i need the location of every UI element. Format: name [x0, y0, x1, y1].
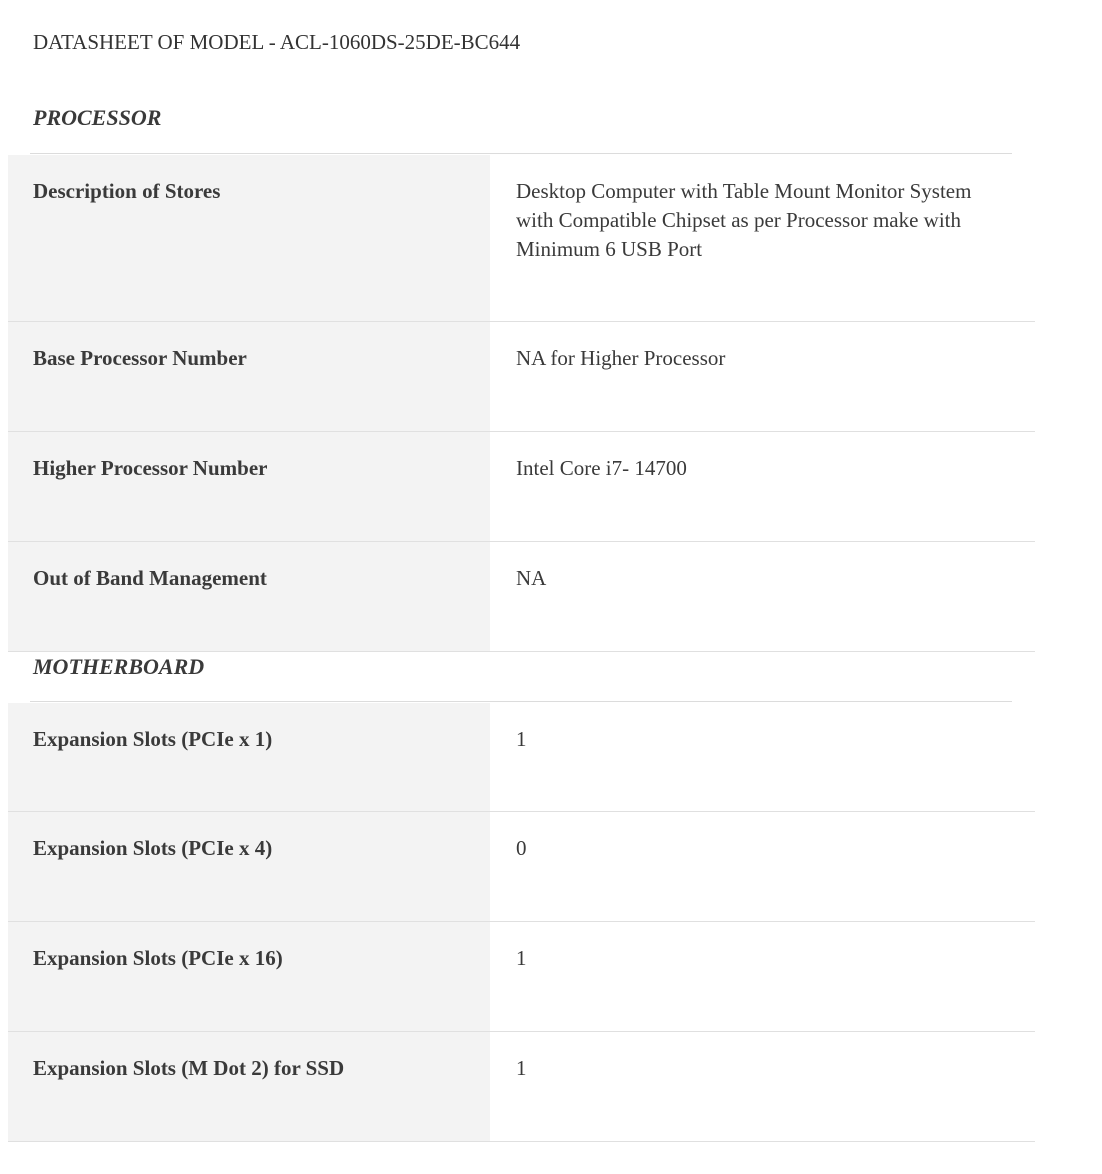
- spec-label: Description of Stores: [8, 155, 490, 321]
- section-divider: [30, 153, 1012, 154]
- spec-value: Intel Core i7- 14700: [516, 456, 687, 480]
- spec-label: Higher Processor Number: [8, 432, 490, 541]
- spec-value: NA for Higher Processor: [516, 346, 726, 370]
- spec-row: [8, 1032, 1035, 1142]
- spec-row: [8, 703, 1035, 812]
- spec-value: 1: [516, 1056, 527, 1080]
- spec-row: [8, 922, 1035, 1032]
- spec-value: Desktop Computer with Table Mount Monitor System with Compatible Chipset as per Processor make with Minimum 6 USB Port: [516, 179, 972, 261]
- spec-label: Base Processor Number: [8, 322, 490, 431]
- spec-row: [8, 542, 1035, 652]
- spec-label: Expansion Slots (M Dot 2) for SSD: [8, 1032, 490, 1141]
- spec-row: [8, 322, 1035, 432]
- spec-row: [8, 432, 1035, 542]
- spec-row: [8, 812, 1035, 922]
- section-heading-processor: PROCESSOR: [33, 105, 162, 130]
- spec-label: Expansion Slots (PCIe x 16): [8, 922, 490, 1031]
- spec-value: 1: [516, 727, 527, 751]
- spec-row: [8, 155, 1035, 322]
- spec-value: 0: [516, 836, 527, 860]
- page-title: DATASHEET OF MODEL - ACL-1060DS-25DE-BC644: [33, 30, 521, 54]
- spec-table-motherboard: [8, 703, 1035, 1142]
- spec-label: Expansion Slots (PCIe x 1): [8, 703, 490, 811]
- section-divider: [30, 701, 1012, 702]
- section-heading-motherboard: MOTHERBOARD: [33, 654, 205, 679]
- spec-label: Out of Band Management: [8, 542, 490, 651]
- spec-value: NA: [516, 566, 547, 590]
- spec-label: Expansion Slots (PCIe x 4): [8, 812, 490, 921]
- spec-table-processor: [8, 155, 1035, 652]
- spec-value: 1: [516, 946, 527, 970]
